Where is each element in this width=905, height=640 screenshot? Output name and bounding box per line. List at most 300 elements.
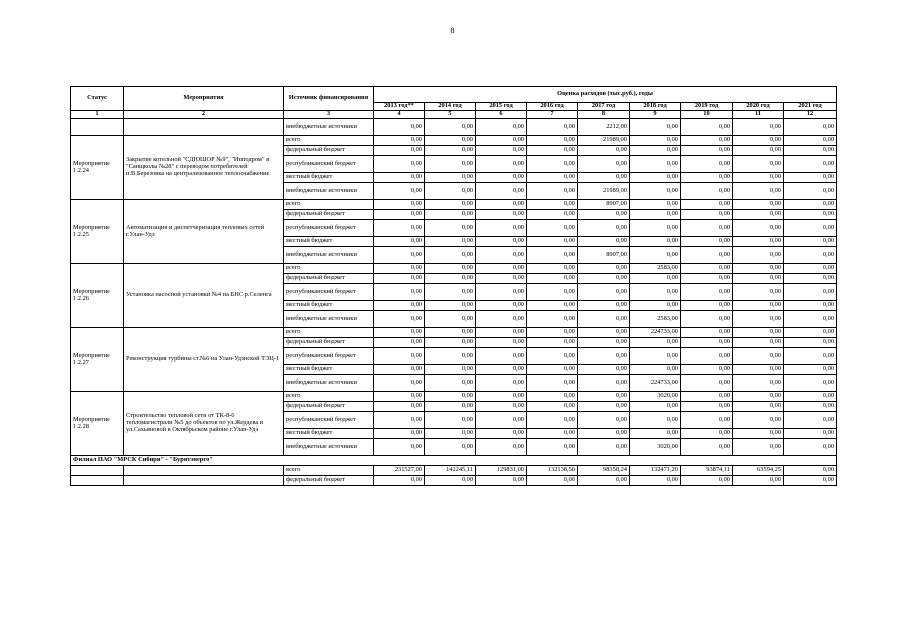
value-cell: 0,00 [425, 392, 476, 402]
source-cell: всего [284, 392, 374, 402]
value-cell: 0,00 [374, 301, 425, 311]
column-number: 9 [630, 111, 681, 119]
value-cell: 0,00 [784, 402, 837, 412]
value-cell: 0,00 [681, 375, 733, 392]
value-cell: 2212,00 [578, 119, 630, 136]
value-cell: 0,00 [578, 311, 630, 328]
value-cell: 0,00 [425, 220, 476, 237]
value-cell: 0,00 [733, 119, 784, 136]
column-number: 3 [284, 111, 374, 119]
source-cell: внебюджетные источники [284, 183, 374, 200]
value-cell: 231527,00 [374, 466, 425, 476]
year-header: 2013 год** [374, 103, 425, 111]
value-cell: 0,00 [527, 392, 578, 402]
value-cell: 8907,00 [578, 247, 630, 264]
value-cell: 0,00 [681, 247, 733, 264]
value-cell: 0,00 [784, 348, 837, 365]
value-cell: 0,00 [733, 365, 784, 375]
event-name: Реконструкция турбины ст.№6 на Улан-Удэнской ТЭЦ-1 [124, 328, 284, 392]
value-cell: 0,00 [784, 210, 837, 220]
value-cell: 0,00 [733, 412, 784, 429]
value-cell: 2583,00 [630, 264, 681, 274]
value-cell: 0,00 [476, 476, 527, 486]
value-cell: 0,00 [476, 375, 527, 392]
value-cell: 0,00 [476, 365, 527, 375]
value-cell: 0,00 [476, 156, 527, 173]
value-cell: 0,00 [374, 247, 425, 264]
value-cell: 0,00 [527, 136, 578, 146]
value-cell: 0,00 [527, 365, 578, 375]
value-cell: 0,00 [578, 338, 630, 348]
value-cell: 0,00 [476, 439, 527, 456]
source-cell: всего [284, 466, 374, 476]
value-cell: 0,00 [733, 146, 784, 156]
value-cell: 0,00 [784, 264, 837, 274]
value-cell: 0,00 [784, 311, 837, 328]
value-cell: 0,00 [527, 348, 578, 365]
status-cell-empty [71, 119, 124, 136]
year-header: 2020 год [733, 103, 784, 111]
value-cell: 0,00 [681, 264, 733, 274]
value-cell: 0,00 [476, 412, 527, 429]
event-status: Мероприятие 1.2.27 [71, 328, 124, 392]
value-cell: 0,00 [630, 476, 681, 486]
value-cell: 0,00 [527, 247, 578, 264]
value-cell: 0,00 [425, 348, 476, 365]
value-cell: 0,00 [425, 156, 476, 173]
value-cell: 0,00 [425, 146, 476, 156]
source-cell: республиканский бюджет [284, 412, 374, 429]
value-cell: 0,00 [784, 237, 837, 247]
value-cell: 0,00 [374, 328, 425, 338]
value-cell: 0,00 [527, 412, 578, 429]
source-cell: федеральный бюджет [284, 338, 374, 348]
year-header: 2021 год [784, 103, 837, 111]
header-estimate: Оценка расходов (тыс.руб.), годы [374, 87, 837, 103]
value-cell: 0,00 [425, 328, 476, 338]
value-cell: 0,00 [630, 200, 681, 210]
column-number: 5 [425, 111, 476, 119]
value-cell: 0,00 [527, 200, 578, 210]
value-cell: 0,00 [527, 338, 578, 348]
value-cell: 0,00 [578, 365, 630, 375]
value-cell: 0,00 [733, 476, 784, 486]
value-cell: 0,00 [578, 284, 630, 301]
value-cell: 224733,00 [630, 375, 681, 392]
value-cell: 0,00 [784, 466, 837, 476]
value-cell: 0,00 [630, 338, 681, 348]
source-cell: местный бюджет [284, 429, 374, 439]
value-cell: 0,00 [681, 365, 733, 375]
source-cell: внебюджетные источники [284, 311, 374, 328]
value-cell: 0,00 [425, 402, 476, 412]
value-cell: 0,00 [681, 119, 733, 136]
value-cell: 0,00 [681, 402, 733, 412]
source-cell: федеральный бюджет [284, 210, 374, 220]
value-cell: 0,00 [374, 136, 425, 146]
value-cell: 0,00 [784, 119, 837, 136]
value-cell: 0,00 [374, 348, 425, 365]
value-cell: 98358,24 [578, 466, 630, 476]
value-cell: 0,00 [630, 365, 681, 375]
value-cell: 0,00 [733, 200, 784, 210]
value-cell: 0,00 [425, 264, 476, 274]
value-cell: 0,00 [578, 348, 630, 365]
value-cell: 0,00 [476, 220, 527, 237]
value-cell: 0,00 [374, 237, 425, 247]
value-cell: 0,00 [476, 301, 527, 311]
value-cell: 93874,11 [681, 466, 733, 476]
value-cell: 0,00 [733, 264, 784, 274]
value-cell: 0,00 [578, 274, 630, 284]
year-header: 2019 год [681, 103, 733, 111]
value-cell: 0,00 [425, 136, 476, 146]
year-header: 2016 год [527, 103, 578, 111]
value-cell: 0,00 [630, 348, 681, 365]
value-cell: 0,00 [681, 311, 733, 328]
value-cell: 0,00 [630, 156, 681, 173]
value-cell: 0,00 [476, 200, 527, 210]
value-cell: 0,00 [784, 365, 837, 375]
value-cell: 0,00 [527, 301, 578, 311]
value-cell: 0,00 [733, 392, 784, 402]
value-cell: 0,00 [476, 136, 527, 146]
event-cell-empty [124, 476, 284, 486]
value-cell: 0,00 [681, 429, 733, 439]
value-cell: 0,00 [681, 146, 733, 156]
value-cell: 0,00 [733, 183, 784, 200]
value-cell: 0,00 [578, 402, 630, 412]
value-cell: 0,00 [784, 274, 837, 284]
value-cell: 0,00 [733, 220, 784, 237]
value-cell: 0,00 [784, 476, 837, 486]
value-cell: 0,00 [527, 375, 578, 392]
value-cell: 0,00 [733, 429, 784, 439]
event-status: Мероприятие 1.2.28 [71, 392, 124, 456]
event-status: Мероприятие 1.2.24 [71, 136, 124, 200]
value-cell: 0,00 [527, 476, 578, 486]
value-cell: 0,00 [733, 439, 784, 456]
value-cell: 0,00 [733, 328, 784, 338]
value-cell: 0,00 [784, 146, 837, 156]
value-cell: 0,00 [630, 220, 681, 237]
value-cell: 0,00 [578, 328, 630, 338]
table-row [71, 200, 837, 210]
value-cell: 0,00 [733, 237, 784, 247]
column-number: 2 [124, 111, 284, 119]
value-cell: 0,00 [425, 311, 476, 328]
value-cell: 0,00 [630, 173, 681, 183]
value-cell: 0,00 [374, 429, 425, 439]
value-cell: 0,00 [630, 146, 681, 156]
value-cell: 0,00 [578, 146, 630, 156]
value-cell: 0,00 [681, 348, 733, 365]
value-cell: 0,00 [425, 200, 476, 210]
value-cell: 0,00 [425, 284, 476, 301]
value-cell: 0,00 [476, 210, 527, 220]
source-cell: местный бюджет [284, 237, 374, 247]
column-number: 10 [681, 111, 733, 119]
value-cell: 0,00 [681, 156, 733, 173]
value-cell: 0,00 [374, 220, 425, 237]
value-cell: 0,00 [476, 311, 527, 328]
value-cell: 0,00 [527, 146, 578, 156]
header-status: Статус [71, 87, 124, 111]
value-cell: 142245,11 [425, 466, 476, 476]
value-cell: 0,00 [527, 328, 578, 338]
value-cell: 0,00 [681, 412, 733, 429]
value-cell: 0,00 [733, 173, 784, 183]
value-cell: 0,00 [374, 375, 425, 392]
event-status: Мероприятие 1.2.26 [71, 264, 124, 328]
value-cell: 0,00 [374, 412, 425, 429]
source-cell: внебюджетные источники [284, 247, 374, 264]
value-cell: 0,00 [527, 220, 578, 237]
source-cell: всего [284, 264, 374, 274]
value-cell: 0,00 [630, 247, 681, 264]
value-cell: 0,00 [578, 156, 630, 173]
section-title: Филиал ПАО "МРСК Сибири" - "Бурятэнерго" [71, 456, 837, 466]
value-cell: 0,00 [374, 156, 425, 173]
value-cell: 0,00 [374, 338, 425, 348]
value-cell: 0,00 [527, 264, 578, 274]
source-cell: местный бюджет [284, 173, 374, 183]
value-cell: 0,00 [476, 348, 527, 365]
source-cell: внебюджетные источники [284, 375, 374, 392]
value-cell: 0,00 [681, 210, 733, 220]
value-cell: 0,00 [476, 146, 527, 156]
source-cell: федеральный бюджет [284, 146, 374, 156]
value-cell: 2583,00 [630, 311, 681, 328]
value-cell: 0,00 [784, 173, 837, 183]
value-cell: 0,00 [733, 402, 784, 412]
value-cell: 0,00 [733, 301, 784, 311]
header-event: Мероприятия [124, 87, 284, 111]
value-cell: 21989,00 [578, 136, 630, 146]
value-cell: 63594,25 [733, 466, 784, 476]
value-cell: 0,00 [374, 200, 425, 210]
column-number: 12 [784, 111, 837, 119]
event-status: Мероприятие 1.2.25 [71, 200, 124, 264]
value-cell: 0,00 [425, 119, 476, 136]
value-cell: 0,00 [733, 247, 784, 264]
value-cell: 0,00 [578, 375, 630, 392]
value-cell: 0,00 [476, 237, 527, 247]
table-row [71, 476, 837, 486]
source-cell: федеральный бюджет [284, 402, 374, 412]
value-cell: 0,00 [476, 284, 527, 301]
value-cell: 0,00 [374, 392, 425, 402]
value-cell: 0,00 [527, 402, 578, 412]
value-cell: 21989,00 [578, 183, 630, 200]
header-source: Источник финансирования [284, 87, 374, 111]
value-cell: 0,00 [578, 392, 630, 402]
value-cell: 0,00 [630, 136, 681, 146]
value-cell: 0,00 [733, 136, 784, 146]
value-cell: 0,00 [425, 429, 476, 439]
value-cell: 0,00 [681, 284, 733, 301]
value-cell: 0,00 [733, 274, 784, 284]
value-cell: 132138,50 [527, 466, 578, 476]
column-number: 1 [71, 111, 124, 119]
value-cell: 0,00 [476, 338, 527, 348]
value-cell: 0,00 [681, 439, 733, 456]
value-cell: 0,00 [476, 119, 527, 136]
value-cell: 0,00 [784, 284, 837, 301]
value-cell: 0,00 [527, 274, 578, 284]
source-cell: всего [284, 200, 374, 210]
value-cell: 0,00 [527, 210, 578, 220]
value-cell: 0,00 [527, 183, 578, 200]
value-cell: 0,00 [374, 311, 425, 328]
value-cell: 0,00 [681, 476, 733, 486]
source-cell: республиканский бюджет [284, 156, 374, 173]
value-cell: 0,00 [630, 237, 681, 247]
value-cell: 0,00 [374, 173, 425, 183]
value-cell: 0,00 [784, 183, 837, 200]
value-cell: 0,00 [733, 156, 784, 173]
value-cell: 0,00 [578, 210, 630, 220]
value-cell: 0,00 [527, 311, 578, 328]
value-cell: 0,00 [374, 284, 425, 301]
value-cell: 132471,20 [630, 466, 681, 476]
value-cell: 0,00 [784, 338, 837, 348]
value-cell: 0,00 [578, 220, 630, 237]
year-header: 2017 год [578, 103, 630, 111]
value-cell: 3020,00 [630, 392, 681, 402]
value-cell: 0,00 [425, 365, 476, 375]
value-cell: 0,00 [374, 119, 425, 136]
table-row [71, 264, 837, 274]
value-cell: 0,00 [374, 210, 425, 220]
table-row [71, 392, 837, 402]
year-header: 2018 год [630, 103, 681, 111]
table-row [71, 136, 837, 146]
value-cell: 0,00 [425, 476, 476, 486]
column-number: 6 [476, 111, 527, 119]
event-name: Закрытие котельной "СДЮШОР №9", "Ипподром" и "Санщколы №28" с переводом потребителей п.В.Березовка на централизованное теплоснабжение [124, 136, 284, 200]
value-cell: 0,00 [630, 274, 681, 284]
value-cell: 0,00 [425, 247, 476, 264]
value-cell: 0,00 [425, 375, 476, 392]
value-cell: 0,00 [425, 412, 476, 429]
value-cell: 0,00 [476, 183, 527, 200]
value-cell: 0,00 [425, 237, 476, 247]
value-cell: 0,00 [476, 328, 527, 338]
table-row [71, 466, 837, 476]
value-cell: 0,00 [578, 476, 630, 486]
value-cell: 0,00 [578, 412, 630, 429]
table-row [71, 119, 837, 136]
value-cell: 0,00 [681, 183, 733, 200]
value-cell: 0,00 [630, 119, 681, 136]
value-cell: 0,00 [784, 301, 837, 311]
value-cell: 0,00 [578, 439, 630, 456]
value-cell: 0,00 [425, 173, 476, 183]
value-cell: 0,00 [681, 328, 733, 338]
year-header: 2014 год [425, 103, 476, 111]
value-cell: 0,00 [527, 156, 578, 173]
value-cell: 0,00 [476, 402, 527, 412]
value-cell: 0,00 [527, 173, 578, 183]
value-cell: 0,00 [578, 264, 630, 274]
value-cell: 0,00 [681, 220, 733, 237]
value-cell: 0,00 [476, 274, 527, 284]
value-cell: 0,00 [630, 429, 681, 439]
column-number: 11 [733, 111, 784, 119]
value-cell: 0,00 [630, 412, 681, 429]
value-cell: 0,00 [784, 247, 837, 264]
value-cell: 0,00 [425, 301, 476, 311]
event-cell-empty [124, 466, 284, 476]
value-cell: 0,00 [733, 284, 784, 301]
value-cell: 0,00 [784, 439, 837, 456]
value-cell: 0,00 [374, 476, 425, 486]
value-cell: 0,00 [681, 338, 733, 348]
value-cell: 0,00 [733, 338, 784, 348]
source-cell: местный бюджет [284, 365, 374, 375]
value-cell: 0,00 [784, 392, 837, 402]
value-cell: 0,00 [681, 237, 733, 247]
value-cell: 0,00 [578, 173, 630, 183]
value-cell: 0,00 [527, 429, 578, 439]
source-cell: республиканский бюджет [284, 348, 374, 365]
value-cell: 0,00 [374, 264, 425, 274]
source-cell: всего [284, 136, 374, 146]
value-cell: 224733,00 [630, 328, 681, 338]
source-cell: внебюджетные источники [284, 439, 374, 456]
value-cell: 0,00 [681, 274, 733, 284]
value-cell: 0,00 [733, 311, 784, 328]
event-cell-empty [124, 119, 284, 136]
value-cell: 0,00 [630, 402, 681, 412]
value-cell: 0,00 [630, 210, 681, 220]
value-cell: 0,00 [425, 210, 476, 220]
value-cell: 0,00 [630, 301, 681, 311]
value-cell: 0,00 [425, 183, 476, 200]
source-cell: местный бюджет [284, 301, 374, 311]
value-cell: 0,00 [476, 247, 527, 264]
event-name: Строительство тепловой сети от ТК-8-6 тепломагистрали №5 до объектов по ул.Жердева и ул.Сахьяновой в Октябрьском районе г.Улан-Удэ [124, 392, 284, 456]
value-cell: 0,00 [425, 274, 476, 284]
value-cell: 0,00 [476, 429, 527, 439]
event-name: Автоматизация и диспетчеризация тепловых сетей г.Улан-Удэ [124, 200, 284, 264]
value-cell: 0,00 [578, 237, 630, 247]
column-number: 8 [578, 111, 630, 119]
value-cell: 0,00 [733, 375, 784, 392]
value-cell: 0,00 [527, 439, 578, 456]
column-number: 4 [374, 111, 425, 119]
value-cell: 0,00 [630, 284, 681, 301]
column-number: 7 [527, 111, 578, 119]
page-number: 8 [450, 26, 455, 35]
value-cell: 0,00 [476, 392, 527, 402]
value-cell: 8907,00 [578, 200, 630, 210]
value-cell: 0,00 [630, 183, 681, 200]
value-cell: 0,00 [374, 146, 425, 156]
value-cell: 0,00 [681, 136, 733, 146]
value-cell: 0,00 [784, 429, 837, 439]
year-header: 2015 год [476, 103, 527, 111]
event-name: Установка насосной установки №4 на БНС р.Селенга [124, 264, 284, 328]
value-cell: 0,00 [374, 439, 425, 456]
value-cell: 0,00 [425, 338, 476, 348]
value-cell: 0,00 [681, 301, 733, 311]
value-cell: 0,00 [374, 365, 425, 375]
value-cell: 0,00 [784, 328, 837, 338]
value-cell: 0,00 [733, 348, 784, 365]
value-cell: 0,00 [527, 237, 578, 247]
